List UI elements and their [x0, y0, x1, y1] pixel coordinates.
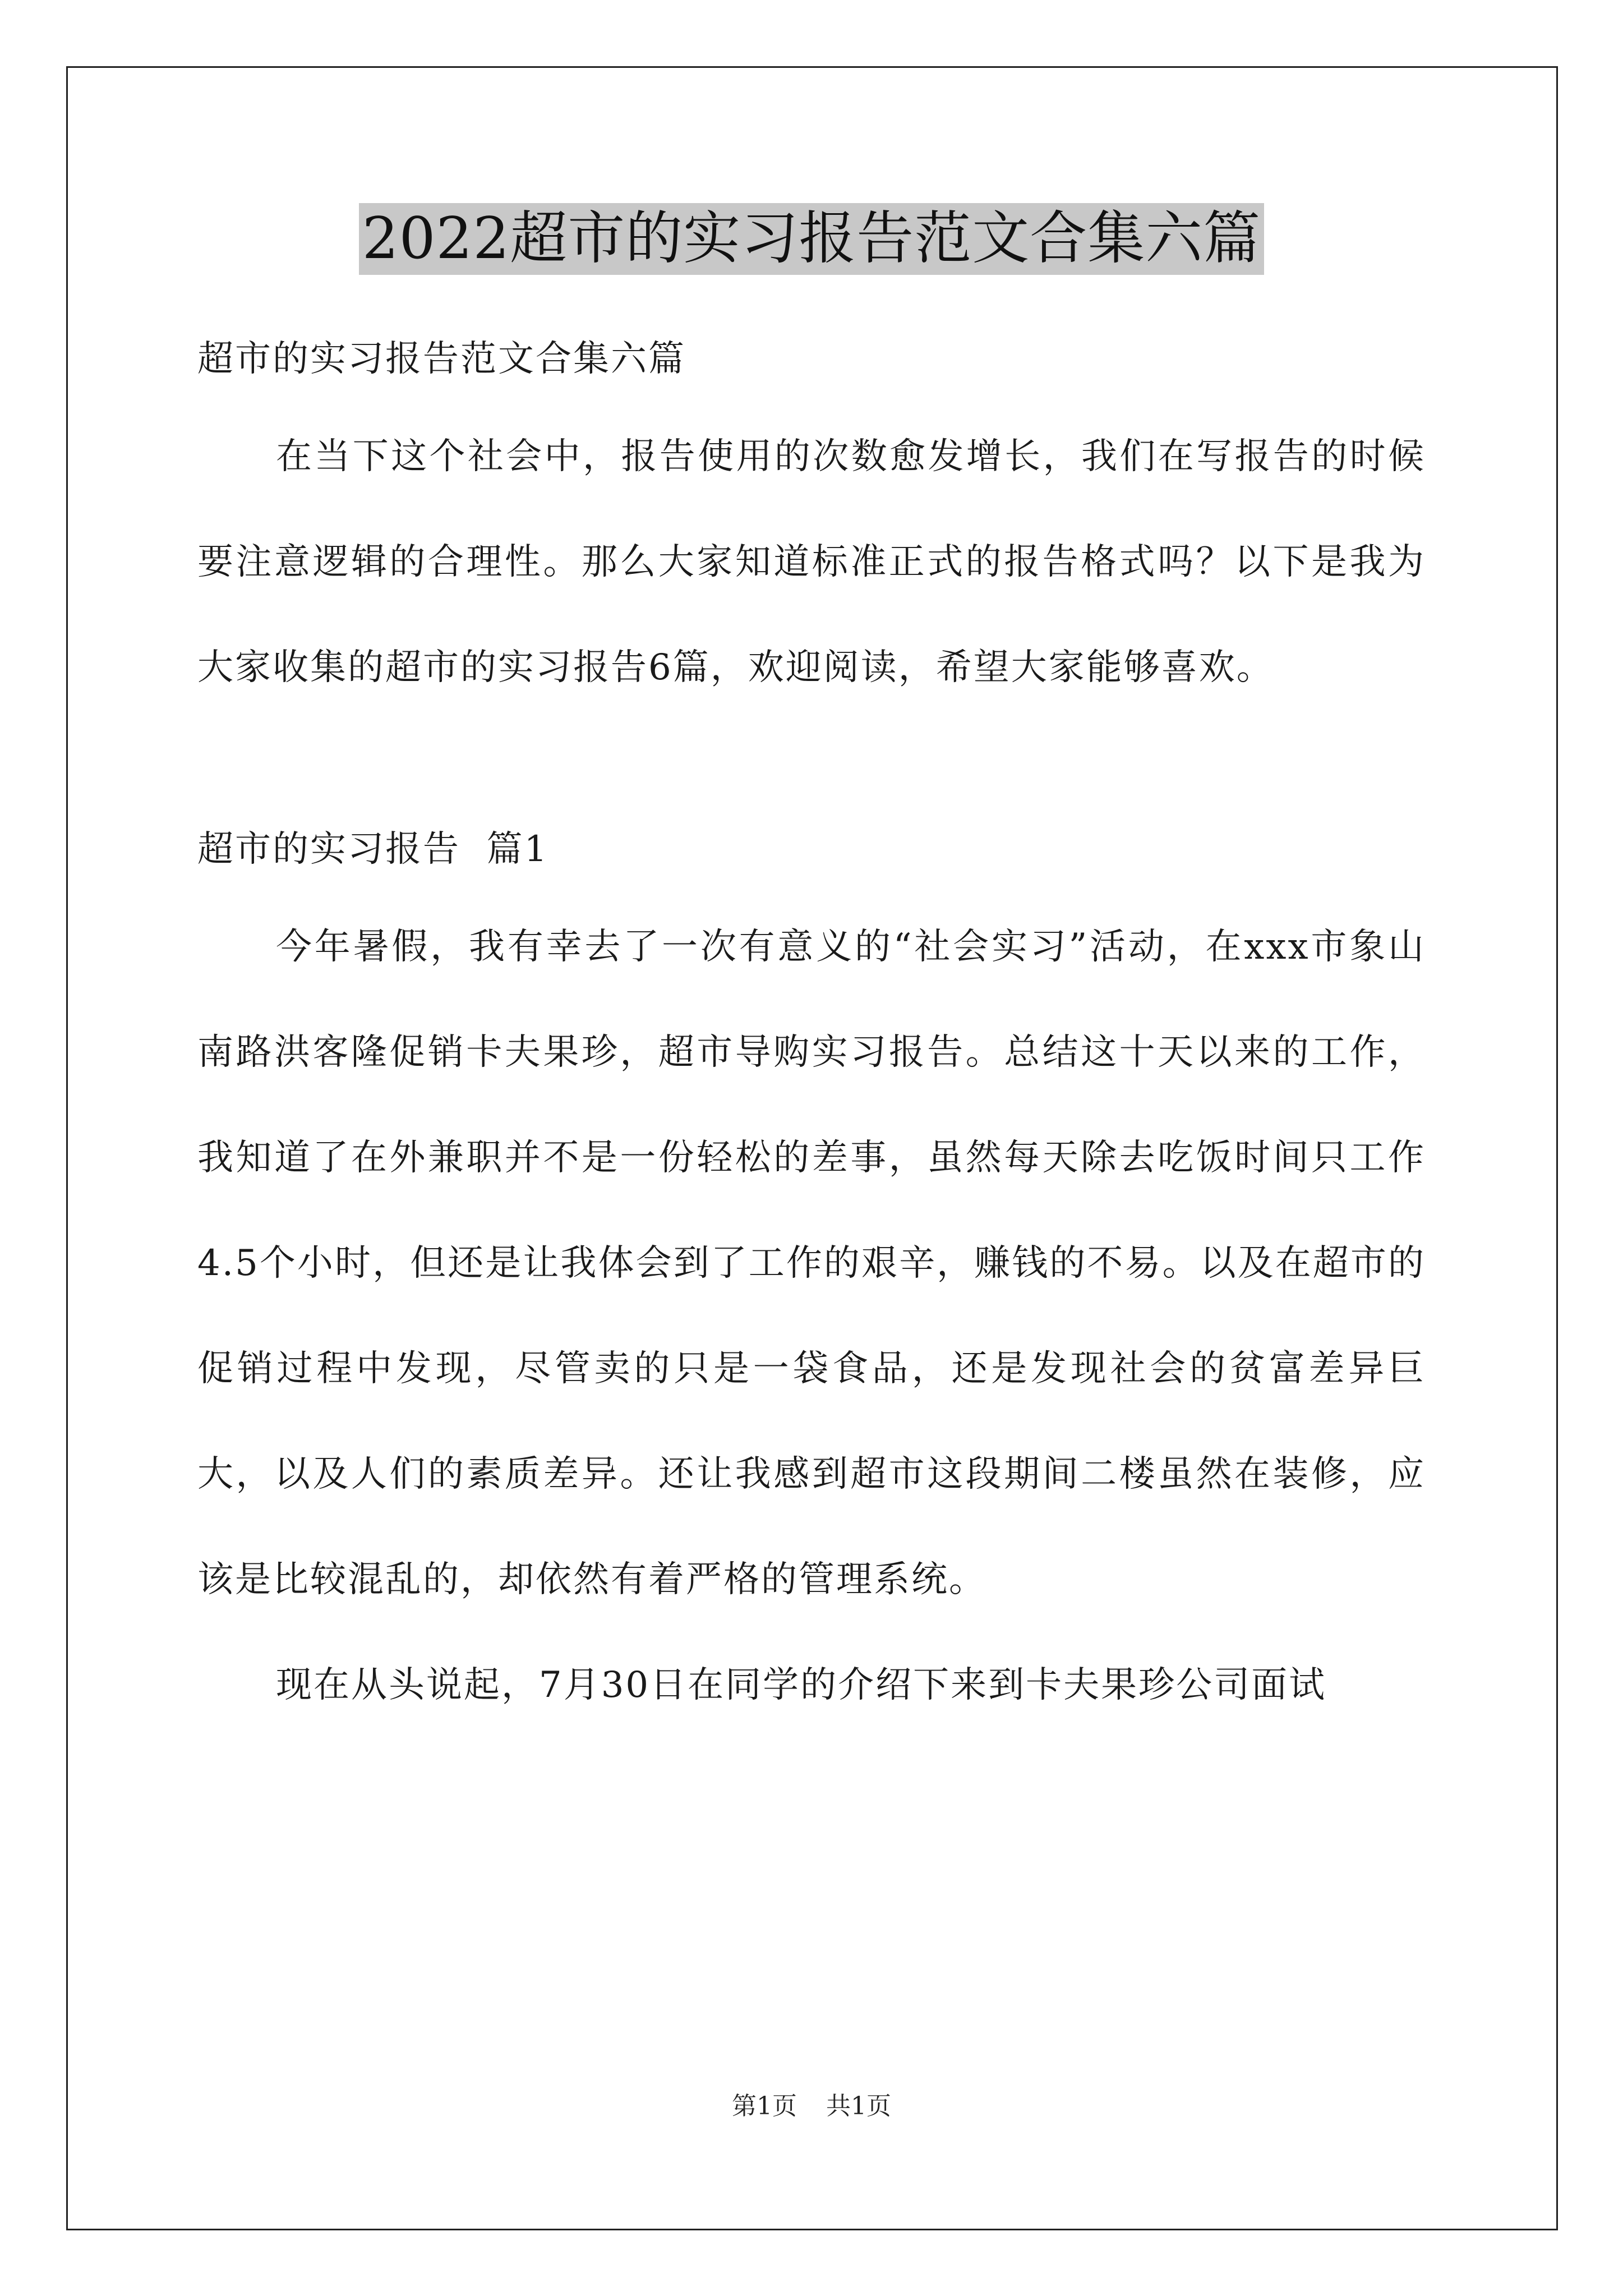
section-paragraph-2: 现在从头说起，7月30日在同学的介绍下来到卡夫果珍公司面试	[276, 1664, 1327, 1706]
page-number: 第1页	[732, 2092, 797, 2120]
title-wrap	[0, 203, 1623, 275]
intro-paragraph: 在当下这个社会中，报告使用的次数愈发增长，我们在写报告的时候要注意逻辑的合理性。那么大家知道标准正式的报告格式吗？以下是我为大家收集的超市的实习报告6篇，欢迎阅读，希望大家能够喜欢。	[197, 436, 1426, 688]
document-subtitle: 超市的实习报告范文合集六篇	[197, 338, 686, 380]
page-total: 共1页	[826, 2092, 891, 2120]
section-spacer	[197, 720, 1426, 804]
section-paragraph-1: 今年暑假，我有幸去了一次有意义的“社会实习”活动，在xxx市象山南路洪客隆促销卡夫果珍，超市导购实习报告。总结这十天以来的工作，我知道了在外兼职并不是一份轻松的差事，虽然每天除去吃饭时间只工作4.5个小时，但还是让我体会到了工作的艰辛，赚钱的不易。以及在超市的促销过程中发现，尽管卖的只是一袋食品，还是发现社会的贫富差异巨大，以及人们的素质差异。还让我感到超市这段期间二楼虽然在装修，应该是比较混乱的，却依然有着严格的管理系统。	[197, 926, 1426, 1600]
document-title: 2022超市的实习报告范文合集六篇	[359, 203, 1265, 275]
section-heading: 超市的实习报告 篇1	[197, 829, 549, 870]
page-footer	[0, 2090, 1623, 2123]
document-body	[197, 314, 1426, 1738]
